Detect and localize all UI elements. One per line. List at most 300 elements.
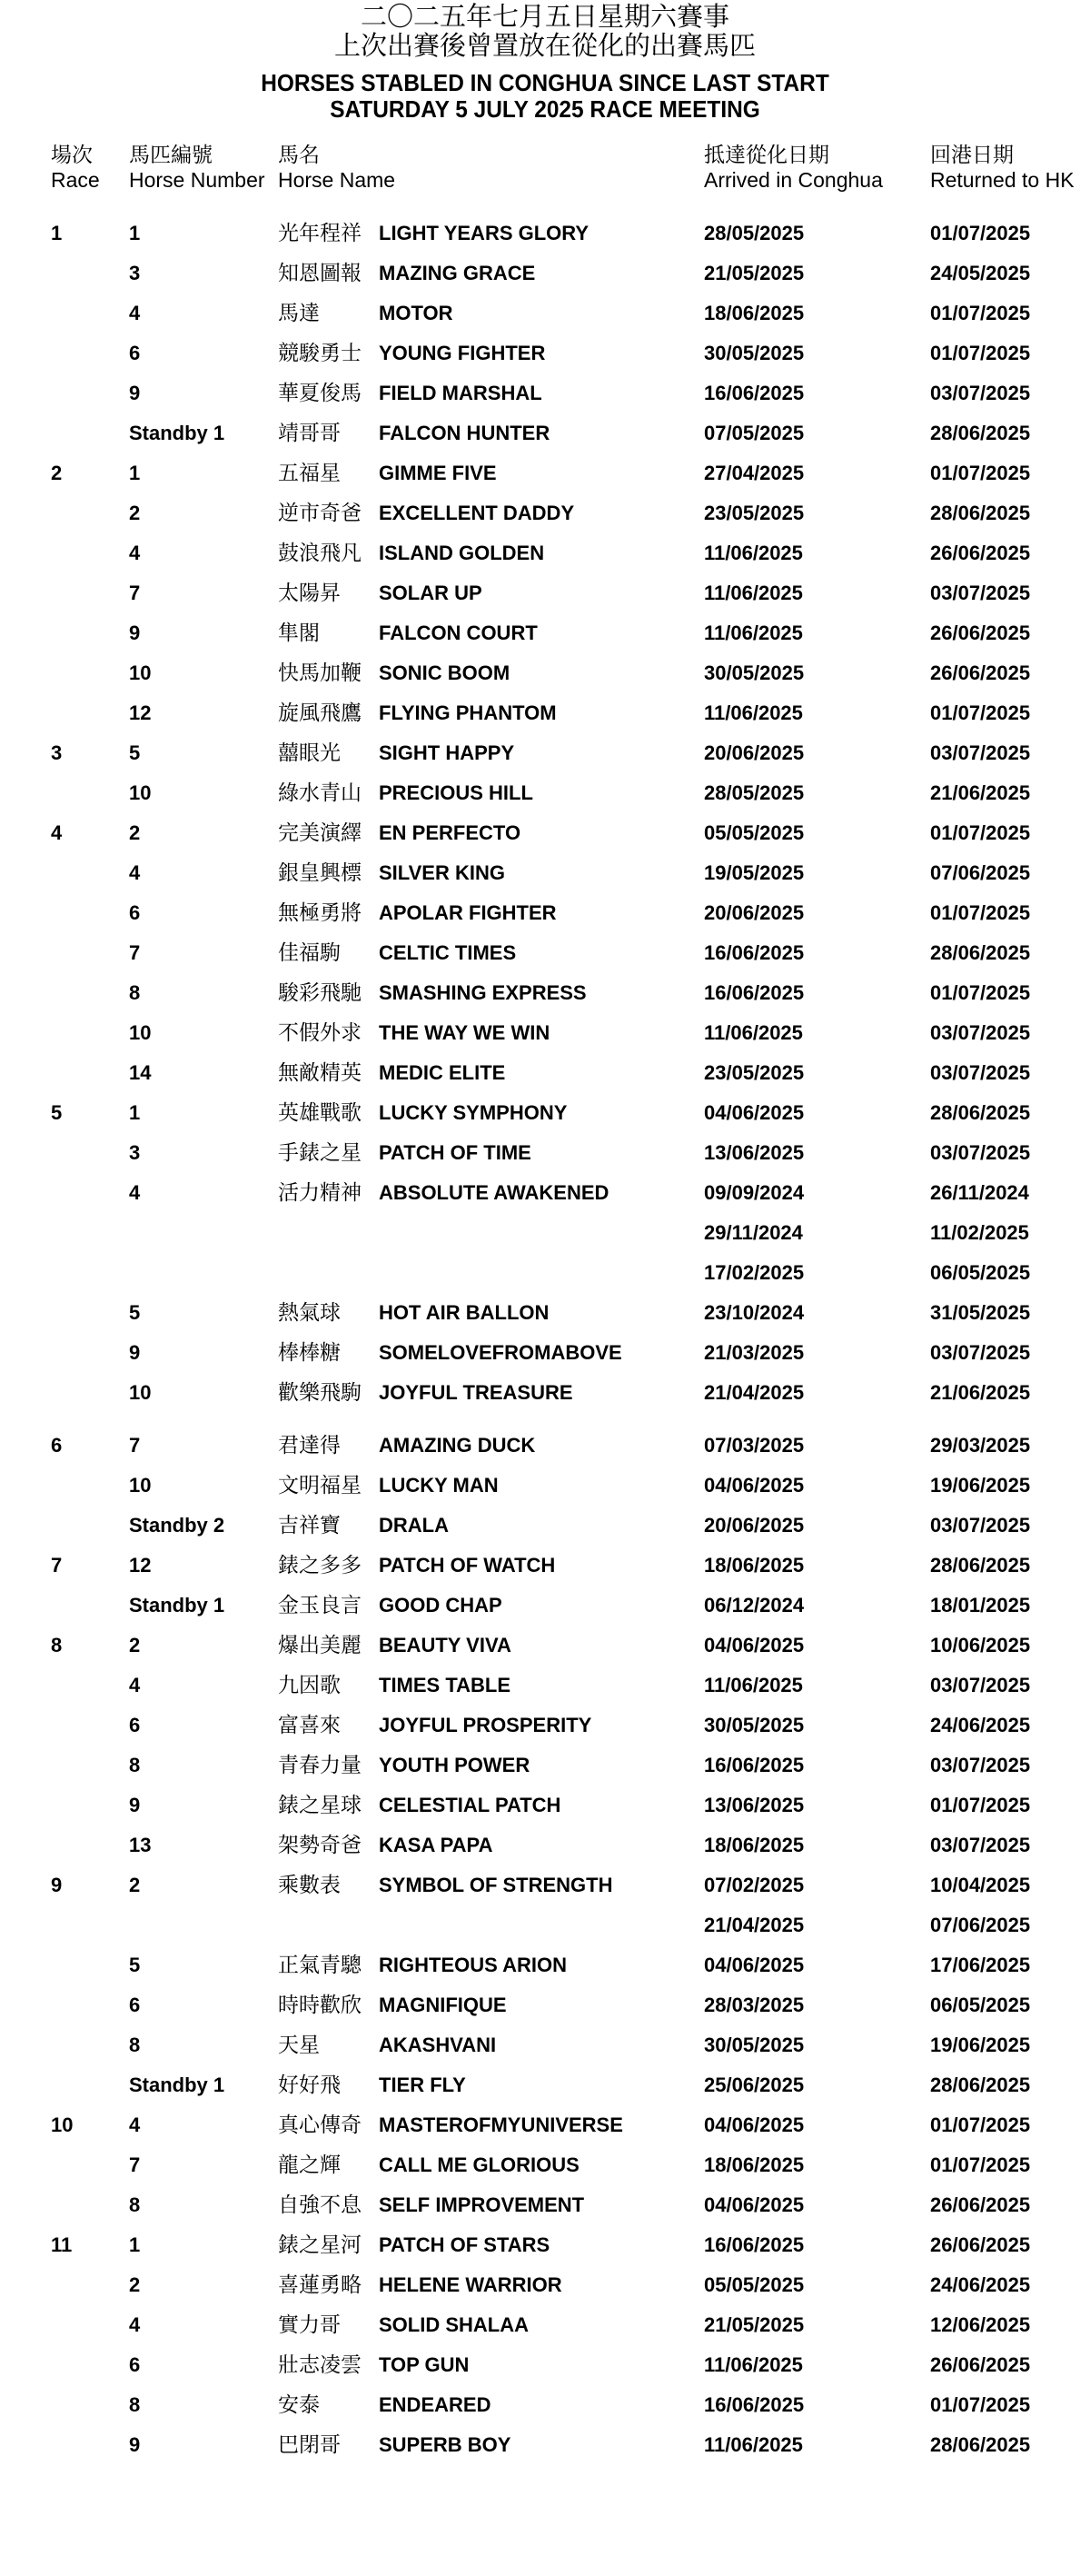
arrived-date-cell: 25/06/2025 [704, 2074, 805, 2096]
arrived-date-cell: 11/06/2025 [704, 701, 803, 724]
arrived-date-cell: 07/05/2025 [704, 422, 805, 444]
table-row [0, 1711, 1090, 1751]
table-row [0, 1511, 1090, 1551]
table-row [0, 1378, 1090, 1418]
arrived-date-cell: 21/04/2025 [704, 1381, 805, 1404]
arrived-date-cell: 23/10/2024 [704, 1301, 805, 1324]
horse-name-en-cell: FALCON COURT [379, 622, 538, 644]
horse-name-en-cell: PATCH OF TIME [379, 1141, 531, 1164]
table-row [0, 979, 1090, 1019]
horse-number-cell: 9 [129, 622, 141, 644]
horse-name-zh-cell: 五福星 [278, 462, 341, 485]
horse-name-en-cell: PATCH OF WATCH [379, 1554, 556, 1576]
horse-name-zh-cell: 壯志凌雲 [278, 2353, 362, 2377]
horse-name-zh-cell: 錶之多多 [278, 1554, 362, 1577]
returned-date-cell: 28/06/2025 [930, 941, 1031, 964]
horse-number-cell: 10 [129, 1381, 152, 1404]
horse-number-cell: Standby 1 [129, 2074, 225, 2096]
arrived-date-cell: 23/05/2025 [704, 502, 805, 524]
horse-name-en-cell: SONIC BOOM [379, 661, 510, 684]
horse-name-en-cell: GIMME FIVE [379, 462, 497, 484]
returned-date-cell: 06/05/2025 [930, 1261, 1031, 1284]
returned-date-cell: 26/11/2024 [930, 1181, 1029, 1204]
returned-date-cell: 26/06/2025 [930, 2353, 1031, 2376]
returned-date-cell: 01/07/2025 [930, 901, 1031, 924]
horse-name-en-cell: SIGHT HAPPY [379, 741, 515, 764]
table-row [0, 779, 1090, 819]
table-row [0, 1179, 1090, 1218]
table-row [0, 1831, 1090, 1871]
horse-number-cell: 4 [129, 861, 141, 884]
race-cell: 8 [51, 1634, 63, 1656]
horse-name-zh-cell: 熱氣球 [278, 1301, 341, 1325]
arrived-date-cell: 07/02/2025 [704, 1874, 805, 1896]
arrived-date-cell: 04/06/2025 [704, 1474, 805, 1497]
arrived-date-cell: 16/06/2025 [704, 2393, 805, 2416]
horse-number-cell: 4 [129, 2114, 141, 2136]
horse-name-en-cell: SUPERB BOY [379, 2433, 511, 2456]
table-row [0, 1871, 1090, 1911]
horse-name-zh-cell: 鼓浪飛凡 [278, 542, 362, 565]
horse-number-cell: 6 [129, 1994, 141, 2016]
horse-number-cell: 4 [129, 542, 141, 564]
table-row [0, 1631, 1090, 1671]
returned-date-cell: 26/06/2025 [930, 2193, 1031, 2216]
table-row [0, 299, 1090, 339]
horse-number-cell: 5 [129, 1954, 141, 1976]
horse-name-en-cell: CELTIC TIMES [379, 941, 517, 964]
race-cell: 6 [51, 1434, 63, 1457]
horse-name-zh-cell: 駿彩飛馳 [278, 981, 362, 1005]
horse-number-cell: Standby 1 [129, 1594, 225, 1616]
horse-name-en-cell: AMAZING DUCK [379, 1434, 536, 1457]
arrived-date-cell: 16/06/2025 [704, 2233, 805, 2256]
table-row [0, 539, 1090, 579]
table-row [0, 339, 1090, 379]
table-row [0, 259, 1090, 299]
returned-date-cell: 01/07/2025 [930, 302, 1031, 324]
returned-date-cell: 10/04/2025 [930, 1874, 1031, 1896]
horse-name-zh-cell: 逆市奇爸 [278, 502, 362, 525]
arrived-date-cell: 04/06/2025 [704, 1634, 805, 1656]
horse-number-cell: 1 [129, 1101, 141, 1124]
arrived-date-cell: 11/06/2025 [704, 2433, 803, 2456]
horse-name-en-cell: LUCKY SYMPHONY [379, 1101, 568, 1124]
horse-number-cell: 12 [129, 701, 152, 724]
returned-date-cell: 01/07/2025 [930, 821, 1031, 844]
header-horse-number [129, 144, 265, 193]
horse-number-cell: 2 [129, 2273, 141, 2296]
returned-date-cell: 03/07/2025 [930, 1061, 1031, 1084]
horse-name-en-cell: FALCON HUNTER [379, 422, 550, 444]
horse-name-zh-cell: 龍之輝 [278, 2153, 341, 2177]
returned-date-cell: 01/07/2025 [930, 222, 1031, 244]
horse-name-en-cell: ENDEARED [379, 2393, 491, 2416]
returned-date-cell: 26/06/2025 [930, 2233, 1031, 2256]
horse-name-zh-cell: 知恩圖報 [278, 262, 362, 285]
returned-date-cell: 28/06/2025 [930, 422, 1031, 444]
horse-name-en-cell: MOTOR [379, 302, 453, 324]
header-arrived-conghua-zh: 抵達從化日期 [704, 144, 829, 167]
horse-number-cell: 2 [129, 821, 141, 844]
table-row [0, 219, 1090, 259]
returned-date-cell: 03/07/2025 [930, 1754, 1031, 1776]
horse-number-cell: 10 [129, 661, 152, 684]
horse-name-en-cell: SELF IMPROVEMENT [379, 2193, 585, 2216]
header-horse-name-zh: 馬名 [278, 144, 320, 167]
returned-date-cell: 01/07/2025 [930, 2114, 1031, 2136]
horse-name-zh-cell: 華夏俊馬 [278, 382, 362, 405]
horse-name-en-cell: ABSOLUTE AWAKENED [379, 1181, 609, 1204]
returned-date-cell: 24/06/2025 [930, 1714, 1031, 1736]
race-cell: 7 [51, 1554, 63, 1576]
horse-name-zh-cell: 金玉良言 [278, 1594, 362, 1617]
race-cell: 9 [51, 1874, 63, 1896]
table-row [0, 2071, 1090, 2111]
horse-name-zh-cell: 棒棒糖 [278, 1341, 341, 1365]
returned-date-cell: 18/01/2025 [930, 1594, 1031, 1616]
arrived-date-cell: 18/06/2025 [704, 1554, 805, 1576]
arrived-date-cell: 11/06/2025 [704, 622, 803, 644]
horse-name-en-cell: LUCKY MAN [379, 1474, 499, 1497]
table-row [0, 2391, 1090, 2431]
table-row [0, 819, 1090, 859]
horse-name-zh-cell: 活力精神 [278, 1181, 362, 1205]
horse-name-zh-cell: 架勢奇爸 [278, 1834, 362, 1857]
arrived-date-cell: 16/06/2025 [704, 382, 805, 404]
horse-name-en-cell: FIELD MARSHAL [379, 382, 542, 404]
returned-date-cell: 10/06/2025 [930, 1634, 1031, 1656]
table-row [0, 1991, 1090, 2031]
race-cell: 1 [51, 222, 63, 244]
horse-name-en-cell: SOMELOVEFROMABOVE [379, 1341, 622, 1364]
horse-number-cell: 2 [129, 502, 141, 524]
title-en-line-2: SATURDAY 5 JULY 2025 RACE MEETING [330, 95, 760, 123]
arrived-date-cell: 11/06/2025 [704, 542, 803, 564]
race-cell: 2 [51, 462, 63, 484]
horse-name-en-cell: BEAUTY VIVA [379, 1634, 511, 1656]
returned-date-cell: 31/05/2025 [930, 1301, 1031, 1324]
horse-name-en-cell: TOP GUN [379, 2353, 470, 2376]
table-row [0, 1298, 1090, 1338]
horse-name-en-cell: APOLAR FIGHTER [379, 901, 557, 924]
table-row [0, 2311, 1090, 2351]
horse-name-en-cell: MEDIC ELITE [379, 1061, 506, 1084]
horse-number-cell: 3 [129, 1141, 141, 1164]
returned-date-cell: 01/07/2025 [930, 2153, 1031, 2176]
arrived-date-cell: 21/05/2025 [704, 262, 805, 284]
arrived-date-cell: 06/12/2024 [704, 1594, 805, 1616]
returned-date-cell: 03/07/2025 [930, 1674, 1031, 1696]
header-horse-number-en: Horse Number [129, 168, 265, 192]
table-row [0, 2431, 1090, 2471]
arrived-date-cell: 18/06/2025 [704, 2153, 805, 2176]
returned-date-cell: 19/06/2025 [930, 1474, 1031, 1497]
arrived-date-cell: 16/06/2025 [704, 941, 805, 964]
table-row [0, 2271, 1090, 2311]
horse-name-en-cell: DRALA [379, 1514, 449, 1537]
horse-name-zh-cell: 銀皇興標 [278, 861, 362, 885]
title-zh-line-1: 二〇二五年七月五日星期六賽事 [360, 1, 729, 32]
returned-date-cell: 03/07/2025 [930, 1341, 1031, 1364]
title-zh-line-2: 上次出賽後曾置放在從化的出賽馬匹 [333, 30, 756, 61]
horse-name-zh-cell: 完美演繹 [278, 821, 362, 845]
horse-number-cell: 7 [129, 2153, 141, 2176]
horse-name-en-cell: SOLID SHALAA [379, 2313, 529, 2336]
horse-name-en-cell: GOOD CHAP [379, 1594, 502, 1616]
returned-date-cell: 12/06/2025 [930, 2313, 1031, 2336]
header-returned-hk-zh: 回港日期 [930, 144, 1014, 167]
race-cell: 10 [51, 2114, 74, 2136]
horse-number-cell: 8 [129, 1754, 141, 1776]
arrived-date-cell: 04/06/2025 [704, 1954, 805, 1976]
arrived-date-cell: 21/04/2025 [704, 1914, 805, 1936]
returned-date-cell: 01/07/2025 [930, 1794, 1031, 1816]
horse-number-cell: 1 [129, 2233, 141, 2256]
horse-name-zh-cell: 安泰 [278, 2393, 320, 2417]
horse-name-en-cell: TIER FLY [379, 2074, 466, 2096]
arrived-date-cell: 11/06/2025 [704, 1674, 803, 1696]
returned-date-cell: 07/06/2025 [930, 1914, 1031, 1936]
horse-name-en-cell: RIGHTEOUS ARION [379, 1954, 567, 1976]
horse-number-cell: 8 [129, 981, 141, 1004]
horse-number-cell: 5 [129, 1301, 141, 1324]
horse-number-cell: 1 [129, 462, 141, 484]
arrived-date-cell: 30/05/2025 [704, 2034, 805, 2056]
horse-name-en-cell: HOT AIR BALLON [379, 1301, 550, 1324]
horse-name-zh-cell: 歡樂飛駒 [278, 1381, 362, 1405]
horse-name-zh-cell: 吉祥寶 [278, 1514, 341, 1537]
horse-name-zh-cell: 真心傳奇 [278, 2114, 362, 2137]
arrived-date-cell: 21/05/2025 [704, 2313, 805, 2336]
horse-name-en-cell: PRECIOUS HILL [379, 781, 533, 804]
horse-name-zh-cell: 好好飛 [278, 2074, 341, 2097]
horse-name-zh-cell: 時時歡欣 [278, 1994, 362, 2017]
returned-date-cell: 26/06/2025 [930, 542, 1031, 564]
arrived-date-cell: 29/11/2024 [704, 1221, 803, 1244]
returned-date-cell: 29/03/2025 [930, 1434, 1031, 1457]
returned-date-cell: 28/06/2025 [930, 1554, 1031, 1576]
horse-name-en-cell: SMASHING EXPRESS [379, 981, 587, 1004]
arrived-date-cell: 05/05/2025 [704, 2273, 805, 2296]
horse-name-zh-cell: 富喜來 [278, 1714, 341, 1737]
horse-number-cell: 10 [129, 1021, 152, 1044]
table-row [0, 419, 1090, 459]
arrived-date-cell: 11/06/2025 [704, 582, 803, 604]
returned-date-cell: 26/06/2025 [930, 622, 1031, 644]
horse-name-zh-cell: 錶之星河 [278, 2233, 362, 2257]
horse-name-en-cell: SOLAR UP [379, 582, 482, 604]
horse-name-zh-cell: 巴閉哥 [278, 2433, 341, 2457]
returned-date-cell: 03/07/2025 [930, 741, 1031, 764]
horse-name-zh-cell: 天星 [278, 2034, 320, 2057]
horse-number-cell: 1 [129, 222, 141, 244]
horse-name-en-cell: MAZING GRACE [379, 262, 536, 284]
horse-name-zh-cell: 快馬加鞭 [278, 661, 362, 685]
arrived-date-cell: 13/06/2025 [704, 1141, 805, 1164]
returned-date-cell: 03/07/2025 [930, 1141, 1031, 1164]
horse-name-en-cell: JOYFUL TREASURE [379, 1381, 573, 1404]
horse-name-zh-cell: 佳福駒 [278, 941, 341, 965]
horse-number-cell: 9 [129, 382, 141, 404]
returned-date-cell: 07/06/2025 [930, 861, 1031, 884]
race-cell: 4 [51, 821, 63, 844]
horse-name-zh-cell: 競駿勇士 [278, 342, 362, 365]
horse-name-zh-cell: 乘數表 [278, 1874, 341, 1897]
arrived-date-cell: 30/05/2025 [704, 1714, 805, 1736]
returned-date-cell: 24/05/2025 [930, 262, 1031, 284]
table-row [0, 2191, 1090, 2231]
horse-number-cell: 4 [129, 1181, 141, 1204]
horse-name-en-cell: KASA PAPA [379, 1834, 493, 1856]
arrived-date-cell: 05/05/2025 [704, 821, 805, 844]
returned-date-cell: 03/07/2025 [930, 382, 1031, 404]
horse-number-cell: 8 [129, 2034, 141, 2056]
arrived-date-cell: 19/05/2025 [704, 861, 805, 884]
table-row [0, 939, 1090, 979]
race-cell: 5 [51, 1101, 63, 1124]
table-row [0, 459, 1090, 499]
horse-name-en-cell: SILVER KING [379, 861, 505, 884]
returned-date-cell: 03/07/2025 [930, 1834, 1031, 1856]
horse-number-cell: 10 [129, 1474, 152, 1497]
horse-number-cell: 3 [129, 262, 141, 284]
horse-name-en-cell: PATCH OF STARS [379, 2233, 550, 2256]
horse-name-zh-cell: 靖哥哥 [278, 422, 341, 445]
horse-number-cell: 7 [129, 941, 141, 964]
horse-number-cell: Standby 1 [129, 422, 225, 444]
horse-number-cell: 4 [129, 2313, 141, 2336]
horse-name-en-cell: SYMBOL OF STRENGTH [379, 1874, 613, 1896]
horse-number-cell: 2 [129, 1874, 141, 1896]
returned-date-cell: 03/07/2025 [930, 582, 1031, 604]
horse-name-zh-cell: 實力哥 [278, 2313, 341, 2337]
table-row [0, 1338, 1090, 1378]
horse-name-zh-cell: 太陽昇 [278, 582, 341, 605]
horse-number-cell: 13 [129, 1834, 152, 1856]
returned-date-cell: 28/06/2025 [930, 1101, 1031, 1124]
horse-name-zh-cell: 隼閣 [278, 622, 320, 645]
horse-name-en-cell: MASTEROFMYUNIVERSE [379, 2114, 623, 2136]
returned-date-cell: 19/06/2025 [930, 2034, 1031, 2056]
header-race-zh: 場次 [51, 144, 93, 167]
arrived-date-cell: 16/06/2025 [704, 1754, 805, 1776]
horse-name-zh-cell: 錶之星球 [278, 1794, 362, 1817]
horse-name-en-cell: YOUTH POWER [379, 1754, 530, 1776]
table-row [0, 379, 1090, 419]
returned-date-cell: 17/06/2025 [930, 1954, 1031, 1976]
horse-name-zh-cell: 無極勇將 [278, 901, 362, 925]
returned-date-cell: 24/06/2025 [930, 2273, 1031, 2296]
arrived-date-cell: 11/06/2025 [704, 1021, 803, 1044]
table-row [0, 2111, 1090, 2151]
horse-number-cell: 9 [129, 1794, 141, 1816]
horse-name-zh-cell: 光年程祥 [278, 222, 362, 245]
horse-name-en-cell: EXCELLENT DADDY [379, 502, 575, 524]
arrived-date-cell: 04/06/2025 [704, 2114, 805, 2136]
horse-name-en-cell: EN PERFECTO [379, 821, 521, 844]
horse-number-cell: 7 [129, 1434, 141, 1457]
horse-name-zh-cell: 手錶之星 [278, 1141, 362, 1165]
arrived-date-cell: 28/05/2025 [704, 781, 805, 804]
header-race-en: Race [51, 168, 100, 192]
returned-date-cell: 03/07/2025 [930, 1514, 1031, 1537]
arrived-date-cell: 28/03/2025 [704, 1994, 805, 2016]
horse-number-cell: 7 [129, 582, 141, 604]
horse-name-zh-cell: 無敵精英 [278, 1061, 362, 1085]
arrived-date-cell: 30/05/2025 [704, 342, 805, 364]
table-row [0, 499, 1090, 539]
returned-date-cell: 21/06/2025 [930, 1381, 1031, 1404]
header-horse-name-en: Horse Name [278, 168, 396, 192]
table-row [0, 619, 1090, 659]
horse-name-zh-cell: 馬達 [278, 302, 320, 325]
horse-name-zh-cell: 綠水青山 [278, 781, 362, 805]
horse-name-zh-cell: 囍眼光 [278, 741, 341, 765]
arrived-date-cell: 07/03/2025 [704, 1434, 805, 1457]
horse-name-zh-cell: 自強不息 [278, 2193, 362, 2217]
table-row [0, 659, 1090, 699]
table-row [0, 1059, 1090, 1099]
table-row [0, 1951, 1090, 1991]
header-returned-hk [930, 144, 1075, 193]
horse-name-en-cell: FLYING PHANTOM [379, 701, 557, 724]
returned-date-cell: 01/07/2025 [930, 701, 1031, 724]
horse-name-en-cell: ISLAND GOLDEN [379, 542, 545, 564]
table-row [0, 2031, 1090, 2071]
horse-number-cell: 6 [129, 342, 141, 364]
returned-date-cell: 26/06/2025 [930, 661, 1031, 684]
table-row [0, 1791, 1090, 1831]
table-row [0, 699, 1090, 739]
title-en-line-1: HORSES STABLED IN CONGHUA SINCE LAST START [261, 69, 829, 96]
returned-date-cell: 06/05/2025 [930, 1994, 1031, 2016]
horse-name-en-cell: CALL ME GLORIOUS [379, 2153, 580, 2176]
horse-number-cell: 5 [129, 741, 141, 764]
horse-name-zh-cell: 九因歌 [278, 1674, 341, 1697]
horse-name-zh-cell: 喜蓮勇略 [278, 2273, 362, 2297]
table-row [0, 1019, 1090, 1059]
horse-number-cell: 10 [129, 781, 152, 804]
arrived-date-cell: 20/06/2025 [704, 1514, 805, 1537]
horse-number-cell: 8 [129, 2393, 141, 2416]
table-row [0, 859, 1090, 899]
horse-number-cell: 9 [129, 2433, 141, 2456]
arrived-date-cell: 11/06/2025 [704, 2353, 803, 2376]
horse-number-cell: Standby 2 [129, 1514, 225, 1537]
horse-number-cell: 9 [129, 1341, 141, 1364]
horse-name-en-cell: LIGHT YEARS GLORY [379, 222, 590, 244]
returned-date-cell: 28/06/2025 [930, 2433, 1031, 2456]
race-cell: 11 [51, 2233, 73, 2256]
table-row [0, 1099, 1090, 1139]
table-row [0, 2151, 1090, 2191]
table-row [0, 899, 1090, 939]
horse-name-en-cell: TIMES TABLE [379, 1674, 511, 1696]
returned-date-cell: 28/06/2025 [930, 502, 1031, 524]
returned-date-cell: 01/07/2025 [930, 981, 1031, 1004]
arrived-date-cell: 21/03/2025 [704, 1341, 805, 1364]
horse-number-cell: 8 [129, 2193, 141, 2216]
returned-date-cell: 03/07/2025 [930, 1021, 1031, 1044]
header-horse-number-zh: 馬匹編號 [129, 144, 213, 167]
horse-number-cell: 6 [129, 1714, 141, 1736]
table-row [0, 1139, 1090, 1179]
horse-number-cell: 4 [129, 302, 141, 324]
arrived-date-cell: 18/06/2025 [704, 1834, 805, 1856]
horse-number-cell: 6 [129, 901, 141, 924]
horse-name-zh-cell: 英雄戰歌 [278, 1101, 362, 1125]
